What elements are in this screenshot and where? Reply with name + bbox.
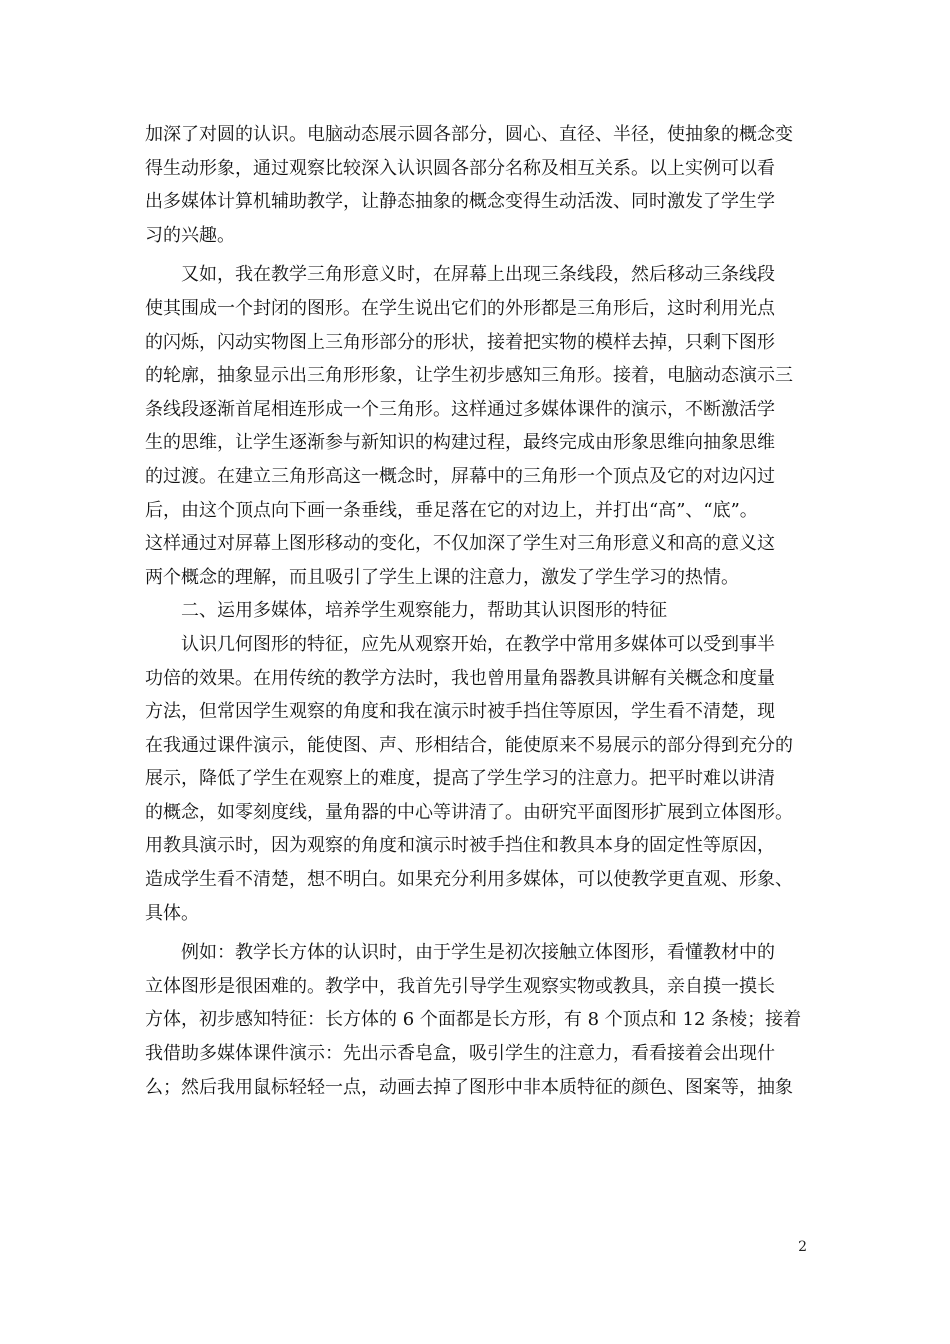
text-line: 立体图形是很困难的。教学中，我首先引导学生观察实物或教具，亲自摸一摸长 (145, 975, 775, 997)
text-line: 在我通过课件演示，能使图、声、形相结合，能使原来不易展示的部分得到充分的 (145, 734, 793, 756)
text-line: 的概念，如零刻度线，量角器的中心等讲清了。由研究平面图形扩展到立体图形。 (145, 801, 793, 823)
paragraph-3 (145, 628, 805, 930)
text-line: 么；然后我用鼠标轻轻一点，动画去掉了图形中非本质特征的颜色、图案等，抽象 (145, 1076, 793, 1098)
text-line: 的轮廓，抽象显示出三角形形象，让学生初步感知三角形。接着，电脑动态演示三 (145, 365, 793, 387)
text-line: 展示，降低了学生在观察上的难度，提高了学生学习的注意力。把平时难以讲清 (145, 768, 775, 790)
text-line: 得生动形象，通过观察比较深入认识圆各部分名称及相互关系。以上实例可以看 (145, 157, 775, 179)
text-line: 这样通过对屏幕上图形移动的变化，不仅加深了学生对三角形意义和高的意义这 (145, 533, 775, 555)
text-line: 加深了对圆的认识。电脑动态展示圆各部分，圆心、直径、半径，使抽象的概念变 (145, 124, 793, 145)
body-text (145, 118, 805, 1104)
text-line: 的闪烁，闪动实物图上三角形部分的形状，接着把实物的模样去掉，只剩下图形 (145, 331, 775, 353)
text-line: 习的兴趣。 (145, 224, 235, 246)
text-line: 方体，初步感知特征：长方体的 6 个面都是长方形，有 8 个顶点和 12 条棱；接着 (145, 1009, 802, 1031)
text-line: 例如：教学长方体的认识时，由于学生是初次接触立体图形，看懂教材中的 (145, 942, 775, 964)
text-line: 又如，我在教学三角形意义时，在屏幕上出现三条线段，然后移动三条线段 (145, 264, 775, 286)
section-heading (145, 594, 805, 628)
text-line: 造成学生看不清楚，想不明白。如果充分利用多媒体，可以使教学更直观、形象、 (145, 869, 793, 891)
section-heading-text: 二、运用多媒体，培养学生观察能力，帮助其认识图形的特征 (145, 600, 667, 622)
text-line: 条线段逐渐首尾相连形成一个三角形。这样通过多媒体课件的演示，不断激活学 (145, 398, 775, 420)
page-number: 2 (798, 1239, 807, 1255)
text-line: 我借助多媒体课件演示：先出示香皂盒，吸引学生的注意力，看看接着会出现什 (145, 1043, 775, 1065)
text-line: 生的思维，让学生逐渐参与新知识的构建过程，最终完成由形象思维向抽象思维 (145, 432, 775, 454)
text-line: 具体。 (145, 902, 199, 924)
text-line: 认识几何图形的特征，应先从观察开始，在教学中常用多媒体可以受到事半 (145, 633, 775, 655)
paragraph-4 (145, 936, 805, 1104)
text-line: 的过渡。在建立三角形高这一概念时，屏幕中的三角形一个顶点及它的对边闪过 (145, 465, 775, 487)
text-line: 后，由这个顶点向下画一条垂线，垂足落在它的对边上，并打出“高”、“底”。 (145, 499, 758, 521)
text-line: 出多媒体计算机辅助教学，让静态抽象的概念变得生动活泼、同时激发了学生学 (145, 191, 775, 213)
text-line: 用教具演示时，因为观察的角度和演示时被手挡住和教具本身的固定性等原因， (145, 835, 775, 857)
text-line: 方法，但常因学生观察的角度和我在演示时被手挡住等原因，学生看不清楚，现 (145, 701, 775, 723)
paragraph-1 (145, 118, 805, 252)
text-line: 功倍的效果。在用传统的教学方法时，我也曾用量角器教具讲解有关概念和度量 (145, 667, 775, 689)
text-line: 两个概念的理解，而且吸引了学生上课的注意力，激发了学生学习的热情。 (145, 566, 739, 588)
paragraph-2 (145, 258, 805, 594)
text-line: 使其围成一个封闭的图形。在学生说出它们的外形都是三角形后，这时利用光点 (145, 297, 775, 319)
